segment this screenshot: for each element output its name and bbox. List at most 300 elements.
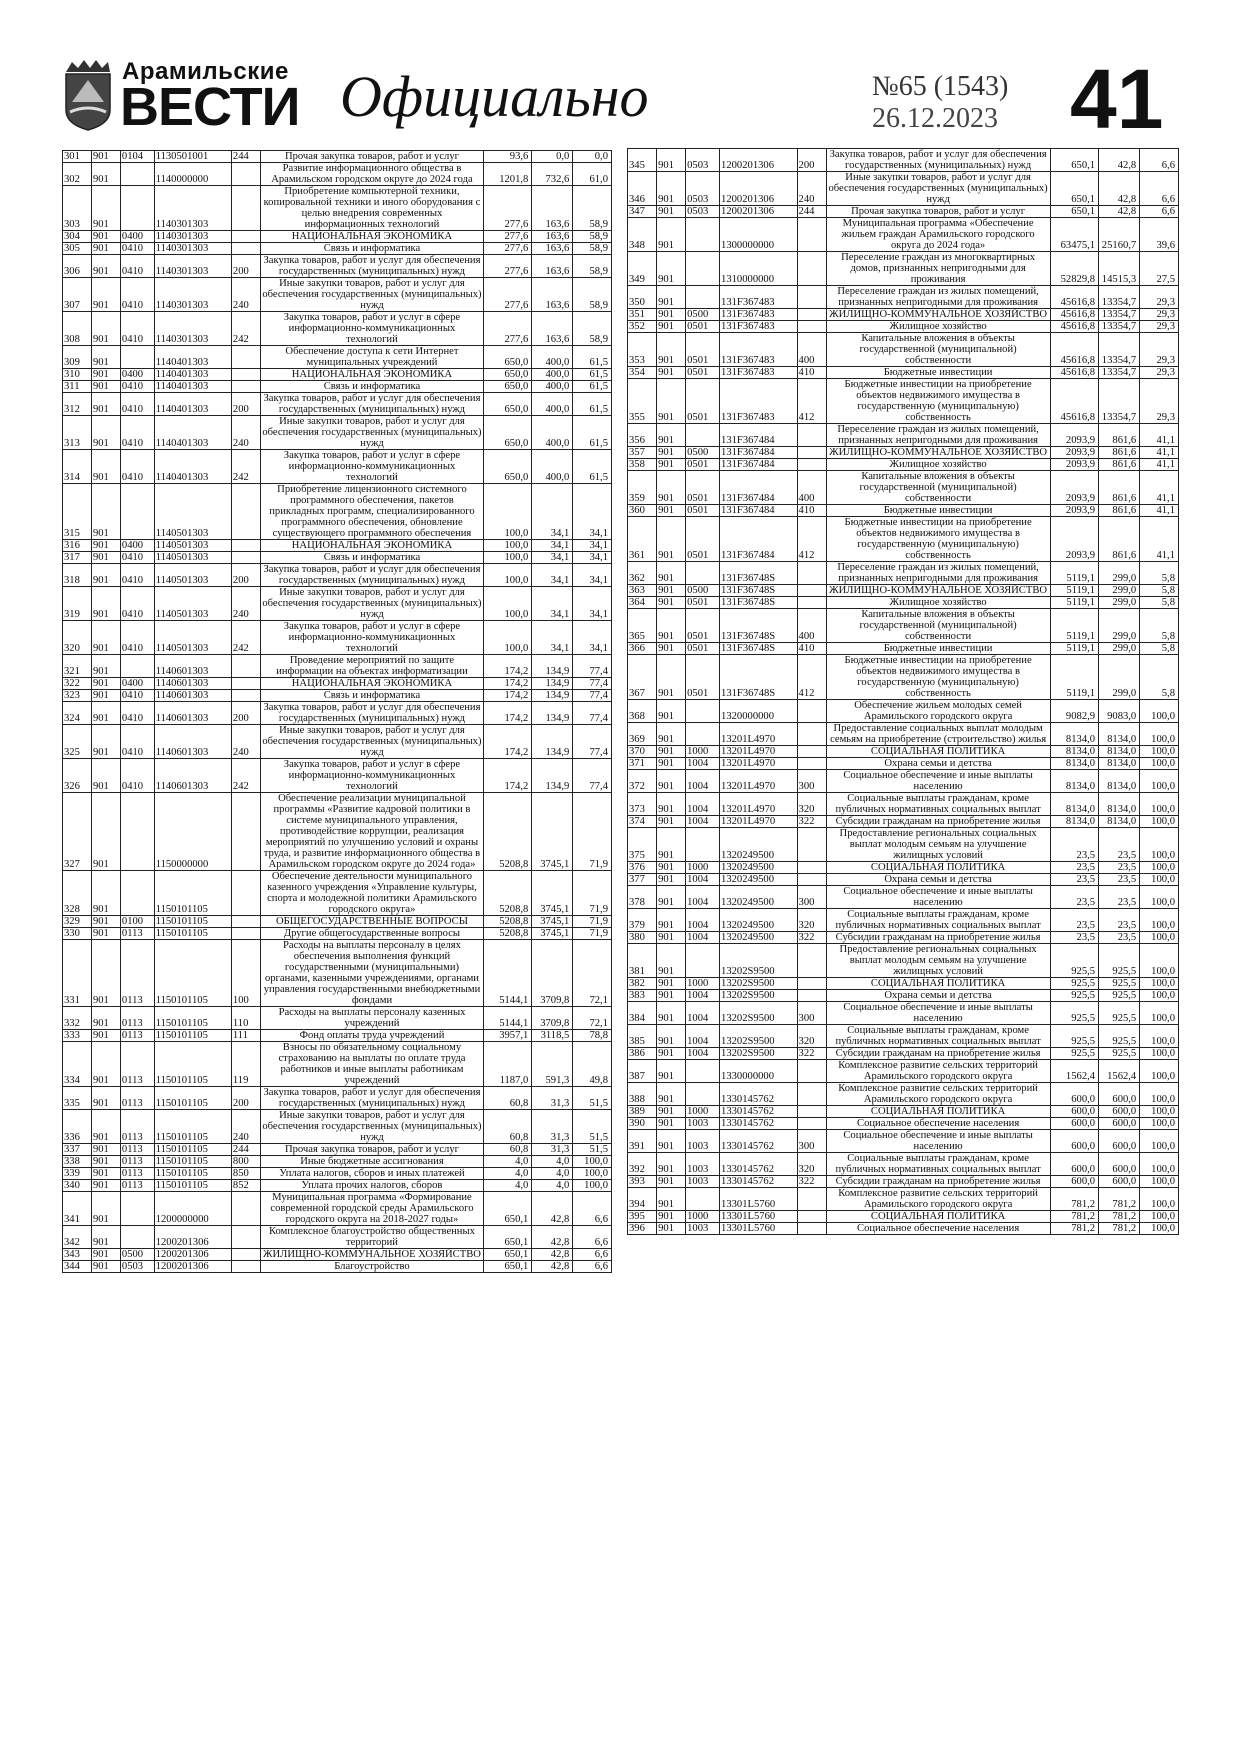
item-description: ЖИЛИЩНО-КОММУНАЛЬНОЕ ХОЗЯЙСТВО [826,309,1050,321]
planned-amount: 23,5 [1050,932,1098,944]
table-row [628,424,1179,447]
executed-amount: 163,6 [532,278,573,312]
item-description: Охрана семьи и детства [826,990,1050,1002]
execution-percent: 41,1 [1140,505,1179,517]
department-code: 901 [91,163,120,186]
planned-amount: 5119,1 [1050,597,1098,609]
target-article-code: 1320249500 [720,862,798,874]
expense-type-code: 244 [231,151,260,163]
table-row [63,346,612,369]
department-code: 901 [91,1110,120,1144]
table-row [628,655,1179,700]
planned-amount: 8134,0 [1050,723,1098,746]
department-code: 901 [91,1180,120,1192]
planned-amount: 45616,8 [1050,321,1098,333]
executed-amount: 861,6 [1099,447,1140,459]
table-row [628,793,1179,816]
row-number: 363 [628,585,657,597]
row-number: 358 [628,459,657,471]
item-description: Прочая закупка товаров, работ и услуг [826,206,1050,218]
section-code: 0113 [120,1007,154,1030]
table-row [628,1025,1179,1048]
department-code: 901 [657,597,686,609]
item-description: Субсидии гражданам на приобретение жилья [826,1176,1050,1188]
execution-percent: 61,5 [573,369,612,381]
target-article-code: 1150101105 [154,928,231,940]
target-article-code: 1150101105 [154,871,231,916]
executed-amount: 400,0 [532,450,573,484]
expense-type-code [797,1060,826,1083]
planned-amount: 45616,8 [1050,379,1098,424]
planned-amount: 60,8 [484,1144,532,1156]
executed-amount: 600,0 [1099,1106,1140,1118]
execution-percent: 71,9 [573,793,612,871]
executed-amount: 925,5 [1099,1002,1140,1025]
item-description: Связь и информатика [260,243,483,255]
executed-amount: 163,6 [532,186,573,231]
planned-amount: 650,1 [1050,149,1098,172]
execution-percent: 71,9 [573,871,612,916]
row-number: 320 [63,621,92,655]
executed-amount: 3745,1 [532,928,573,940]
planned-amount: 4,0 [484,1168,532,1180]
row-number: 365 [628,609,657,643]
executed-amount: 781,2 [1099,1211,1140,1223]
executed-amount: 163,6 [532,231,573,243]
row-number: 331 [63,940,92,1007]
item-description: Уплата налогов, сборов и иных платежей [260,1168,483,1180]
item-description: Переселение граждан из жилых помещений, признанных непригодными для проживания [826,286,1050,309]
target-article-code: 13202S9500 [720,978,798,990]
table-row [63,690,612,702]
executed-amount: 8134,0 [1099,770,1140,793]
target-article-code: 1140501303 [154,484,231,540]
department-code: 901 [657,746,686,758]
table-row [628,218,1179,252]
planned-amount: 100,0 [484,484,532,540]
row-number: 310 [63,369,92,381]
table-row [628,932,1179,944]
section-code [686,1060,720,1083]
executed-amount: 23,5 [1099,862,1140,874]
planned-amount: 277,6 [484,243,532,255]
budget-table-left [62,150,612,1273]
row-number: 335 [63,1087,92,1110]
target-article-code: 1140501303 [154,587,231,621]
target-article-code: 1140601303 [154,759,231,793]
section-code: 1004 [686,990,720,1002]
target-article-code: 131F36748S [720,597,798,609]
target-article-code: 1310000000 [720,252,798,286]
item-description: Социальное обеспечение и иные выплаты населению [826,886,1050,909]
row-number: 371 [628,758,657,770]
department-code: 901 [657,874,686,886]
item-description: Муниципальная программа «Обеспечение жильем граждан Арамильского городского округа до 2024 года» [826,218,1050,252]
row-number: 368 [628,700,657,723]
item-description: НАЦИОНАЛЬНАЯ ЭКОНОМИКА [260,231,483,243]
row-number: 329 [63,916,92,928]
row-number: 376 [628,862,657,874]
table-row [63,655,612,678]
planned-amount: 23,5 [1050,909,1098,932]
planned-amount: 650,0 [484,450,532,484]
execution-percent: 51,5 [573,1087,612,1110]
planned-amount: 925,5 [1050,990,1098,1002]
section-code: 0500 [686,447,720,459]
planned-amount: 9082,9 [1050,700,1098,723]
executed-amount: 591,3 [532,1042,573,1087]
execution-percent: 41,1 [1140,424,1179,447]
section-code: 0410 [120,621,154,655]
item-description: Иные бюджетные ассигнования [260,1156,483,1168]
section-code: 1004 [686,770,720,793]
department-code: 901 [657,206,686,218]
expense-type-code: 850 [231,1168,260,1180]
section-code: 0113 [120,940,154,1007]
section-code [120,793,154,871]
item-description: Комплексное развитие сельских территорий Арамильского городского округа [826,1060,1050,1083]
execution-percent: 100,0 [1140,909,1179,932]
department-code: 901 [657,517,686,562]
section-code: 0501 [686,655,720,700]
section-code: 0113 [120,1144,154,1156]
row-number: 322 [63,678,92,690]
executed-amount: 732,6 [532,163,573,186]
expense-type-code [231,928,260,940]
execution-percent: 100,0 [1140,758,1179,770]
department-code: 901 [657,1002,686,1025]
expense-type-code: 400 [797,471,826,505]
department-code: 901 [657,700,686,723]
target-article-code: 1320249500 [720,932,798,944]
department-code: 901 [657,1211,686,1223]
item-description: Социальные выплаты гражданам, кроме публичных нормативных социальных выплат [826,793,1050,816]
item-description: Обеспечение жильем молодых семей Арамильского городского округа [826,700,1050,723]
department-code: 901 [657,459,686,471]
planned-amount: 5119,1 [1050,585,1098,597]
expense-type-code: 322 [797,932,826,944]
planned-amount: 8134,0 [1050,770,1098,793]
target-article-code: 1320249500 [720,828,798,862]
executed-amount: 42,8 [532,1261,573,1273]
expense-type-code [231,690,260,702]
department-code: 901 [657,793,686,816]
department-code: 901 [657,1130,686,1153]
executed-amount: 1562,4 [1099,1060,1140,1083]
item-description: Иные закупки товаров, работ и услуг для обеспечения государственных (муниципальных) нужд [262,278,482,311]
table-row [628,770,1179,793]
section-code [120,1192,154,1226]
table-row [628,1002,1179,1025]
planned-amount: 23,5 [1050,886,1098,909]
department-code: 901 [657,172,686,206]
section-code: 0501 [686,609,720,643]
department-code: 901 [91,1226,120,1249]
execution-percent: 72,1 [573,940,612,1007]
item-description: Иные закупки товаров, работ и услуг для обеспечения государственных (муниципальных) нужд [262,725,482,758]
row-number: 306 [63,255,92,278]
section-code: 1003 [686,1176,720,1188]
row-number: 349 [628,252,657,286]
executed-amount: 13354,7 [1099,321,1140,333]
row-number: 303 [63,186,92,231]
expense-type-code: 100 [231,940,260,1007]
expense-type-code [797,758,826,770]
department-code: 901 [91,1144,120,1156]
planned-amount: 2093,9 [1050,471,1098,505]
section-code: 1000 [686,1106,720,1118]
item-description: Другие общегосударственные вопросы [260,928,483,940]
section-code: 0501 [686,379,720,424]
department-code: 901 [657,585,686,597]
target-article-code: 13202S9500 [720,1048,798,1060]
expense-type-code [231,381,260,393]
section-code: 0410 [120,243,154,255]
expense-type-code: 111 [231,1030,260,1042]
department-code: 901 [91,928,120,940]
row-number: 353 [628,333,657,367]
section-code [120,484,154,540]
target-article-code: 131F36748S [720,609,798,643]
section-code: 0500 [686,309,720,321]
table-row [628,562,1179,585]
expense-type-code [797,1223,826,1235]
item-description: Закупка товаров, работ и услуг для обеспечения государственных (муниципальных) нужд [260,1087,483,1110]
executed-amount: 861,6 [1099,471,1140,505]
item-description: Благоустройство [260,1261,483,1273]
executed-amount: 925,5 [1099,944,1140,978]
execution-percent: 34,1 [573,621,612,655]
executed-amount: 4,0 [532,1156,573,1168]
item-description: Взносы по обязательному социальному страхованию на выплаты по оплате труда работников и иные выплаты работникам учреждений [260,1042,483,1087]
department-code: 901 [91,243,120,255]
execution-percent: 100,0 [1140,770,1179,793]
row-number: 351 [628,309,657,321]
planned-amount: 174,2 [484,759,532,793]
executed-amount: 4,0 [532,1168,573,1180]
row-number: 342 [63,1226,92,1249]
table-row [63,587,612,621]
executed-amount: 600,0 [1099,1118,1140,1130]
planned-amount: 5144,1 [484,1007,532,1030]
execution-percent: 77,4 [573,655,612,678]
department-code: 901 [91,540,120,552]
item-description: СОЦИАЛЬНАЯ ПОЛИТИКА [826,746,1050,758]
row-number: 355 [628,379,657,424]
section-code: 0501 [686,333,720,367]
execution-percent: 77,4 [573,690,612,702]
planned-amount: 2093,9 [1050,517,1098,562]
executed-amount: 134,9 [532,678,573,690]
logo-top-text: Арамильские [122,58,289,85]
execution-percent: 34,1 [573,552,612,564]
expense-type-code: 852 [231,1180,260,1192]
city-emblem-icon [62,58,114,132]
expense-type-code [231,655,260,678]
expense-type-code [231,916,260,928]
table-row [63,369,612,381]
section-code: 0410 [120,393,154,416]
item-description: Закупка товаров, работ и услуг для обеспечения государственных (муниципальных) нужд [260,255,483,278]
row-number: 370 [628,746,657,758]
item-description: Обеспечение деятельности муниципального казенного учреждения «Управление культуры, спорта и молодежной политики Арамильского городского округа» [260,871,483,916]
target-article-code: 1140501303 [154,564,231,587]
table-row [628,252,1179,286]
section-code: 0410 [120,416,154,450]
section-code [686,944,720,978]
planned-amount: 4,0 [484,1180,532,1192]
department-code: 901 [657,505,686,517]
table-row [63,231,612,243]
department-code: 901 [657,1118,686,1130]
department-code: 901 [91,381,120,393]
target-article-code: 131F367483 [720,321,798,333]
planned-amount: 925,5 [1050,978,1098,990]
table-row [63,1249,612,1261]
department-code: 901 [657,1153,686,1176]
expense-type-code [797,309,826,321]
executed-amount: 23,5 [1099,909,1140,932]
section-code: 0113 [120,1110,154,1144]
row-number: 315 [63,484,92,540]
target-article-code: 13301L5760 [720,1211,798,1223]
target-article-code: 13201L4970 [720,758,798,770]
expense-type-code: 412 [797,379,826,424]
department-code: 901 [91,916,120,928]
table-row [63,759,612,793]
item-description: Комплексное развитие сельских территорий Арамильского городского округа [826,1188,1050,1211]
row-number: 318 [63,564,92,587]
section-code: 1004 [686,758,720,770]
planned-amount: 925,5 [1050,1025,1098,1048]
item-description: СОЦИАЛЬНАЯ ПОЛИТИКА [826,978,1050,990]
department-code: 901 [91,1156,120,1168]
planned-amount: 100,0 [484,564,532,587]
item-description: Предоставление региональных социальных выплат молодым семьям на улучшение жилищных условий [826,828,1050,862]
executed-amount: 600,0 [1099,1083,1140,1106]
table-row [628,367,1179,379]
execution-percent: 100,0 [1140,828,1179,862]
executed-amount: 34,1 [532,484,573,540]
planned-amount: 781,2 [1050,1211,1098,1223]
row-number: 333 [63,1030,92,1042]
item-description: Иные закупки товаров, работ и услуг для обеспечения государственных (муниципальных) нужд [826,172,1050,206]
department-code: 901 [657,990,686,1002]
planned-amount: 5144,1 [484,940,532,1007]
target-article-code: 1200000000 [154,1192,231,1226]
department-code: 901 [91,759,120,793]
expense-type-code: 244 [797,206,826,218]
section-code: 1004 [686,909,720,932]
item-description: Социальное обеспечение населения [826,1223,1050,1235]
execution-percent: 49,8 [573,1042,612,1087]
planned-amount: 650,1 [484,1192,532,1226]
row-number: 327 [63,793,92,871]
section-code: 0410 [120,587,154,621]
executed-amount: 163,6 [532,255,573,278]
item-description: Расходы на выплаты персоналу в целях обеспечения выполнения функций государственными (муниципальными) органами, казенными учреждениями, органами управления государственными внебюджетными фондами [260,940,483,1007]
section-code: 0113 [120,1042,154,1087]
expense-type-code: 240 [797,172,826,206]
target-article-code: 1140301303 [154,312,231,346]
executed-amount: 134,9 [532,702,573,725]
planned-amount: 23,5 [1050,828,1098,862]
table-row [63,416,612,450]
target-article-code: 1140401303 [154,346,231,369]
table-row [628,172,1179,206]
section-code: 0503 [686,206,720,218]
section-code [120,655,154,678]
target-article-code: 1200201306 [720,206,798,218]
item-description: Прочая закупка товаров, работ и услуг [260,1144,483,1156]
target-article-code: 131F367483 [720,379,798,424]
target-article-code: 1140501303 [154,621,231,655]
section-code: 1003 [686,1153,720,1176]
section-code: 1004 [686,1025,720,1048]
section-code: 0400 [120,369,154,381]
executed-amount: 3745,1 [532,793,573,871]
executed-amount: 13354,7 [1099,367,1140,379]
item-description: Развитие информационного общества в Арамильском городском округе до 2024 года [260,163,483,186]
section-code: 0501 [686,505,720,517]
planned-amount: 650,1 [1050,172,1098,206]
section-code: 0503 [686,172,720,206]
execution-percent: 41,1 [1140,517,1179,562]
department-code: 901 [91,564,120,587]
row-number: 377 [628,874,657,886]
table-row [63,312,612,346]
executed-amount: 134,9 [532,655,573,678]
row-number: 340 [63,1180,92,1192]
execution-percent: 5,8 [1140,585,1179,597]
item-description: Прочая закупка товаров, работ и услуг [260,151,483,163]
executed-amount: 8134,0 [1099,816,1140,828]
row-number: 373 [628,793,657,816]
section-code: 0410 [120,255,154,278]
table-row [628,597,1179,609]
execution-percent: 0,0 [573,151,612,163]
target-article-code: 1150000000 [154,793,231,871]
execution-percent: 100,0 [1140,1002,1179,1025]
item-description: Капитальные вложения в объекты государственной (муниципальной) собственности [826,609,1050,643]
executed-amount: 8134,0 [1099,746,1140,758]
item-description: Социальное обеспечение и иные выплаты населению [826,770,1050,793]
planned-amount: 5208,8 [484,871,532,916]
target-article-code: 13301L5760 [720,1188,798,1211]
target-article-code: 1300000000 [720,218,798,252]
row-number: 362 [628,562,657,585]
table-row [628,1188,1179,1211]
department-code: 901 [91,871,120,916]
target-article-code: 1140401303 [154,416,231,450]
department-code: 901 [657,909,686,932]
target-article-code: 131F367483 [720,333,798,367]
department-code: 901 [657,1060,686,1083]
item-description: Комплексное благоустройство общественных территорий [260,1226,483,1249]
executed-amount: 925,5 [1099,990,1140,1002]
row-number: 319 [63,587,92,621]
expense-type-code: 410 [797,367,826,379]
section-code: 0501 [686,321,720,333]
item-description: Жилищное хозяйство [826,459,1050,471]
table-row [628,206,1179,218]
executed-amount: 4,0 [532,1180,573,1192]
item-description: НАЦИОНАЛЬНАЯ ЭКОНОМИКА [260,678,483,690]
table-row [63,552,612,564]
execution-percent: 71,9 [573,916,612,928]
planned-amount: 600,0 [1050,1130,1098,1153]
planned-amount: 600,0 [1050,1176,1098,1188]
